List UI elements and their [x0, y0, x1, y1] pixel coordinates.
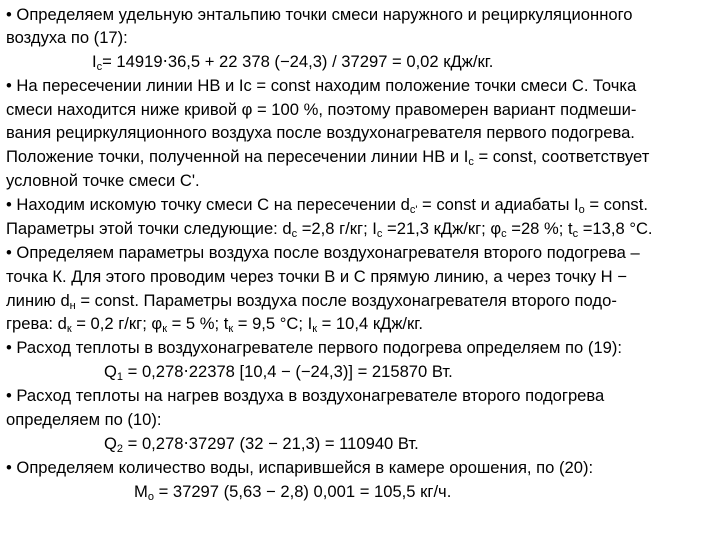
text-line: точка К. Для этого проводим через точки В и С прямую линию, а через точку Н − — [6, 267, 627, 286]
text-line: • Находим искомую точку смеси С на пересечении $d_{c'}$ = const и адиабаты $I_о$ = const. — [6, 195, 648, 216]
text-line: • Определяем удельную энтальпию точки смеси наружного и рециркуляционного — [6, 5, 633, 24]
text-line: грева: $d_к = 0,2$ г/кг; $\varphi_к = 5$ %; $t_к = 9,5$ °С; $I_к = 10,4$ кДж/кг. — [6, 314, 423, 335]
text-line: Параметры этой точки следующие: $d_c =2,8$ г/кг; $I_c =21,3$ кДж/кг; $\varphi_c =28$ %; $t_c =13,8$ °С. — [6, 219, 653, 240]
text-line: вания рециркуляционного воздуха после воздухонагревателя первого подогрева. — [6, 123, 635, 142]
formula-q2: $Q_2 = 0,278\cdot 37297$ (32 − 21,3) = 110940 Вт. — [104, 434, 419, 455]
formula-q1: $Q_1 = 0,278\cdot 22378$ [10,4 − (−24,3)] = 215870 Вт. — [104, 362, 453, 383]
text-line: линию $d_н$ = const. Параметры воздуха после воздухонагревателя второго подо- — [6, 291, 617, 312]
formula-mo: $M_o = 37297$ (5,63 − 2,8) 0,001 = 105,5 кг/ч. — [134, 482, 452, 503]
text-line: • Расход теплоты на нагрев воздуха в воздухонагревателе второго подогрева — [6, 386, 605, 405]
text-line: • Определяем параметры воздуха после воздухонагревателя второго подогрева – — [6, 243, 640, 262]
text-line: определяем по (10): — [6, 410, 162, 429]
text-line: • На пересечении линии НВ и Ic = const находим положение точки смеси С. Точка — [6, 76, 637, 95]
text-line: смеси находится ниже кривой φ = 100 %, поэтому правомерен вариант подмеши- — [6, 100, 637, 119]
formula-ic: $I_c= 14919\cdot 36,5 + 22$ 378 (−24,3) / 37297 = 0,02 кДж/кг. — [92, 52, 494, 73]
text-line: • Определяем количество воды, испарившейся в камере орошения, по (20): — [6, 458, 594, 477]
text-line: воздуха по (17): — [6, 28, 128, 47]
text-line: Положение точки, полученной на пересечении линии НВ и $I_с$ = const, соответствует — [6, 147, 650, 168]
text-line: • Расход теплоты в воздухонагревателе первого подогрева определяем по (19): — [6, 338, 622, 357]
text-line: условной точке смеси С'. — [6, 171, 200, 190]
